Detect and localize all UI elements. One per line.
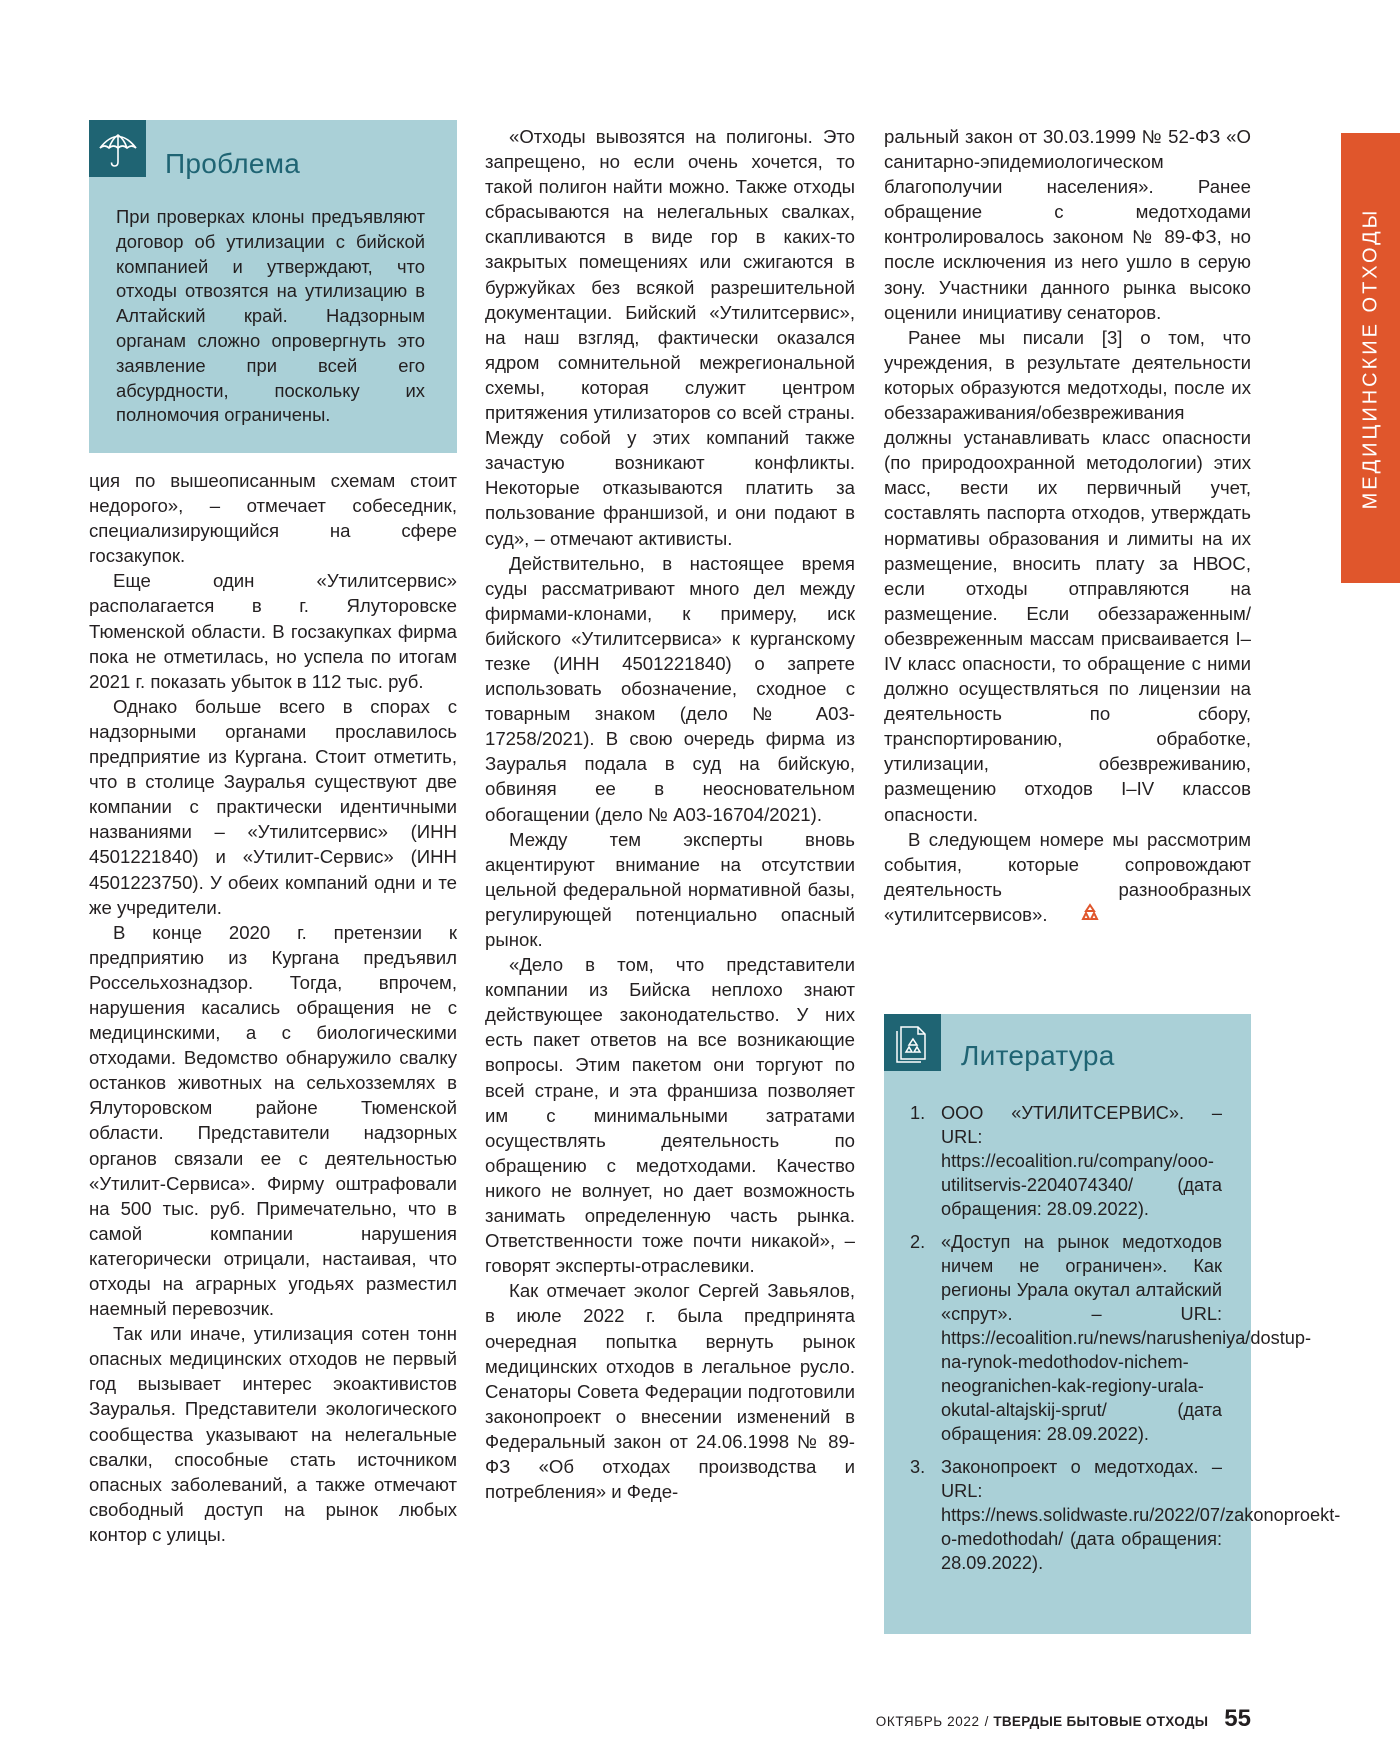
reference-item xyxy=(910,1455,1341,1575)
paragraph: Действительно, в настоящее время суды рассматривают много дел между фирмами-клонами, к примеру, иск бийского «Утилитсервиса» к курганскому тезке (ИНН 4501221840) о запрете использовать обозначение, сходное с товарным знаком (дело № А03-17258/2021). В свою очередь фирма из Зауралья подала в суд на бийскую, обвиняя ее в неосновательном обогащении (дело № А03-16704/2021). xyxy=(485,552,855,825)
paragraph: Между тем эксперты вновь акцентируют внимание на отсутствии цельной федеральной нормативной базы, регулирующей потенциально опасный рынок. xyxy=(485,828,855,950)
paragraph: «Отходы вывозятся на полигоны. Это запрещено, но если очень хочется, то такой полигон найти можно. Также отходы сбрасываются на нелегальных свалках, скапливаются в виде гор в каких-то закрытых помещениях или сжигаются в буржуйках без всякой разрешительной документации. Бийский «Утилитсервис», на наш взгляд, фактически оказался ядром сомнительной межрегиональной схемы, которая служит центром притяжения утилизаторов со всей страны. Между собой у этих компаний также зачастую возникают конфликты. Некоторые отказываются платить за пользование франшизой, и они подают в суд», – отмечают активисты. xyxy=(485,126,855,549)
reference-list xyxy=(910,1101,1341,1584)
footer-separator: / xyxy=(984,1714,989,1729)
paragraph xyxy=(884,827,1251,929)
article-column-3 xyxy=(884,124,1251,929)
paragraph: Однако больше всего в спорах с надзорными органами прославилось предприятие из Кургана. Стоит отметить, что в столице Зауралья существуют две компании с практически идентичными названиями – «Утилитсервис» (ИНН 4501221840) и «Утилит-Сервис» (ИНН 4501223750). У обеих компаний одни и те же учредители. xyxy=(89,695,457,918)
section-tab-label: МЕДИЦИНСКИЕ ОТХОДЫ xyxy=(1359,207,1381,509)
paragraph-text: В следующем номере мы рассмотрим события, которые сопровождают деятельность разнообразных «утилитсервисов». xyxy=(884,828,1251,925)
paragraph: Так или иначе, утилизация сотен тонн опасных медицинских отходов не первый год вызывает интерес экоактивистов Зауралья. Представители экологического сообщества указывают на нелегальные свалки, способные стать источником опасных заболеваний, а также отмечают свободный доступ на рынок любых контор с улицы. xyxy=(89,1323,457,1545)
problem-box xyxy=(89,120,457,453)
article-column-1 xyxy=(89,468,457,1547)
reference-number: 2. xyxy=(910,1232,926,1252)
umbrella-icon xyxy=(89,120,146,177)
article-column-2 xyxy=(485,124,855,1504)
reference-number: 1. xyxy=(910,1103,926,1123)
page-number: 55 xyxy=(1224,1705,1251,1732)
paragraph: Ранее мы писали [3] о том, что учреждения, в результате деятельности которых образуются медотходы, после их обеззараживания/обезвреживания должны устанавливать класс опасности (по природоохранной методологии) этих масс, вести их первичный учет, составлять паспорта отходов, утверждать нормативы образования и лимиты на их размещение, вносить плату за НВОС, если отходы отправляются на размещение. Если обеззараженным/обезвреженным массам присваивается I–IV класс опасности, то обращение с ними должно осуществляться по лицензии на деятельность по сбору, транспортированию, обработке, утилизации, обезвреживанию, размещению отходов I–IV классов опасности. xyxy=(884,326,1251,825)
paragraph: В конце 2020 г. претензии к предприятию из Кургана предъявил Россельхознадзор. Тогда, впрочем, нарушения касались обращения не с медицинскими, а с биологическими отходами. Ведомство обнаружило свалку останков животных на сельхозземлях в Ялуторовском районе Тюменской области. Представители надзорных органов связали ее с деятельностью «Утилит-Сервиса». Фирму оштрафовали на 500 тыс. руб. Примечательно, что в самой компании нарушения категорически отрицали, настаивая, что отходы на аграрных угодьях разместил наемный перевозчик. xyxy=(89,921,457,1320)
paragraph: ральный закон от 30.03.1999 № 52-ФЗ «О санитарно-эпидемиологическом благополучии населения». Ранее обращение с медотходами контролировалось законом № 89-ФЗ, но после исключения из него ушло в серую зону. Участники данного рынка высоко оценили инициативу сенаторов. xyxy=(884,126,1251,323)
magazine-name: ТВЕРДЫЕ БЫТОВЫЕ ОТХОДЫ xyxy=(993,1714,1209,1729)
problem-title: Проблема xyxy=(165,148,301,179)
reference-number: 3. xyxy=(910,1457,926,1477)
recycle-icon xyxy=(1056,903,1100,929)
reference-text: «Доступ на рынок медотходов ничем не ограничен». Как регионы Урала окутал алтайский «спрут». – URL: https://ecoalition.ru/news/narusheniya/dostup-na-rynok-medothodov-nichem-neogranichen-kak-regiony-urala-okutal-altajskij-sprut/ (дата обращения: 28.09.2022). xyxy=(941,1232,1312,1444)
paragraph: ция по вышеописанным схемам стоит недорого», – отмечает собеседник, специализирующийся на сфере госзакупок. xyxy=(89,470,457,567)
literature-title: Литература xyxy=(961,1040,1115,1071)
problem-text: При проверках клоны предъявляют договор об утилизации с бийской компанией и утверждают, что отходы отвозятся на утилизацию в Алтайский край. Надзорным органам сложно опровергнуть это заявление при всей его абсурдности, поскольку их полномочия ограничены. xyxy=(116,206,425,426)
literature-box xyxy=(884,1014,1341,1634)
paragraph: «Дело в том, что представители компании из Бийска неплохо знают действующее законодательство. У них есть пакет ответов на все возникающие вопросы. Этим пакетом они торгуют по всей стране, и эта франшиза позволяет им с минимальными затратами осуществлять деятельность по обращению с медотходами. Качество никого не волнует, но дает возможность занимать определенную часть рынка. Ответственности тоже почти никакой», – говорят эксперты-отраслевики. xyxy=(485,954,855,1277)
document-recycle-icon xyxy=(884,1014,941,1071)
section-tab xyxy=(1341,133,1400,583)
reference-text: ООО «УТИЛИТСЕРВИС». – URL: https://ecoalition.ru/company/ooo-utilitservis-2204074340/ (дата обращения: 28.09.2022). xyxy=(941,1103,1222,1219)
reference-item xyxy=(910,1230,1312,1446)
paragraph: Еще один «Утилитсервис» располагается в г. Ялуторовске Тюменской области. В госзакупках фирма пока не отметилась, но успела по итогам 2021 г. показать убыток в 112 тыс. руб. xyxy=(89,570,457,692)
paragraph: Как отмечает эколог Сергей Завьялов, в июле 2022 г. была предпринята очередная попытка вернуть рынок медицинских отходов в легальное русло. Сенаторы Совета Федерации подготовили законопроект о внесении изменений в Федеральный закон от 24.06.1998 № 89-ФЗ «Об отходах производства и потребления» и Феде- xyxy=(485,1280,855,1503)
issue-date: ОКТЯБРЬ 2022 xyxy=(875,1714,980,1729)
reference-item xyxy=(910,1101,1222,1221)
reference-text: Законопроект о медотходах. – URL: https://news.solidwaste.ru/2022/07/zakonoproekt-o-medothodah/ (дата обращения: 28.09.2022). xyxy=(941,1457,1341,1573)
page-footer xyxy=(876,1705,1251,1733)
